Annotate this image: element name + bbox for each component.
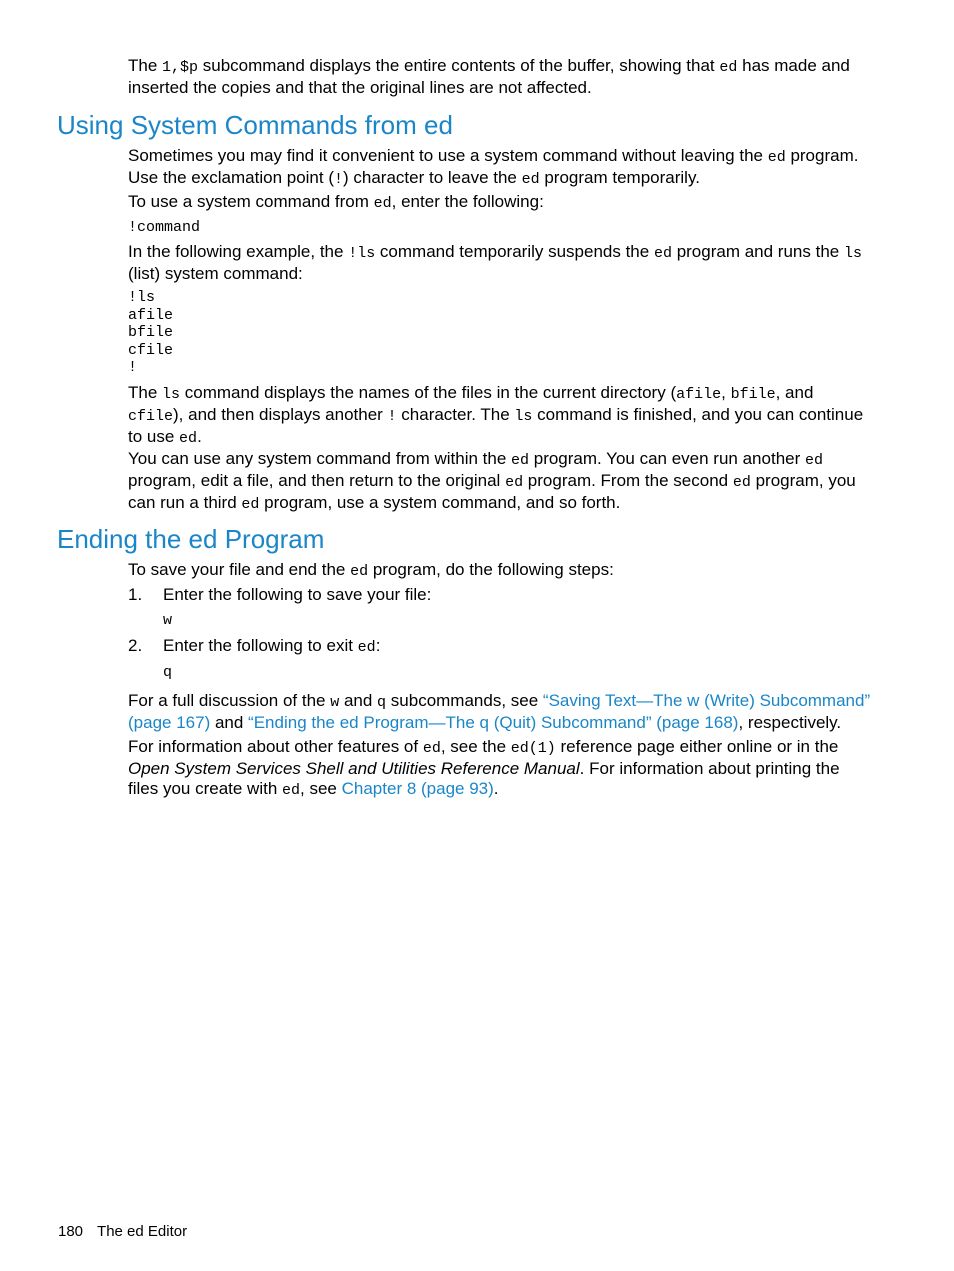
step-text: Enter the following to save your file: bbox=[163, 585, 432, 604]
text-run: , see the bbox=[440, 737, 511, 756]
code-line: cfile bbox=[128, 341, 174, 359]
text-run: program, you can run a third bbox=[128, 471, 856, 512]
link-saving-text[interactable]: “Saving Text—The w (Write) Subcommand” (page 167) bbox=[128, 691, 871, 732]
paragraph bbox=[128, 192, 873, 214]
text-run: For information about other features of bbox=[128, 737, 423, 756]
step-text bbox=[163, 636, 380, 658]
inline-code: w bbox=[330, 694, 340, 711]
page-footer bbox=[58, 1222, 187, 1242]
text-run: , enter the following: bbox=[391, 192, 544, 211]
text-run: program, use a system command, and so forth. bbox=[259, 493, 621, 512]
inline-code: ls bbox=[162, 386, 181, 403]
link-chapter-8[interactable]: Chapter 8 (page 93) bbox=[341, 779, 494, 798]
text-run: program and runs the bbox=[671, 242, 844, 261]
inline-code: bfile bbox=[730, 386, 776, 403]
inline-code: ls bbox=[843, 245, 862, 262]
text-run: ), and then displays another bbox=[173, 405, 388, 424]
text-run: . bbox=[493, 779, 499, 798]
text-run: The bbox=[128, 56, 163, 75]
paragraph bbox=[128, 383, 873, 449]
inline-code: ed bbox=[653, 245, 672, 262]
text-run: and bbox=[210, 713, 249, 732]
code-block-ls-example bbox=[128, 289, 173, 377]
text-run: program, do the following steps: bbox=[368, 560, 614, 579]
step-number: 2. bbox=[128, 636, 143, 655]
inline-code: !ls bbox=[348, 245, 376, 262]
paragraph bbox=[128, 560, 873, 582]
text-run: : bbox=[375, 636, 381, 655]
inline-code: ed bbox=[505, 474, 524, 491]
paragraph bbox=[128, 146, 873, 190]
text-run: command is finished, and you can continue to use bbox=[128, 405, 864, 446]
text-run: reference page either online or in the bbox=[555, 737, 839, 756]
text-run: The bbox=[128, 383, 163, 402]
intro-paragraph bbox=[128, 56, 873, 98]
inline-code: ed bbox=[422, 740, 441, 757]
text-run: (list) system command: bbox=[128, 264, 303, 283]
manual-title: Open System Services Shell and Utilities Reference Manual bbox=[128, 759, 580, 778]
inline-code: ed bbox=[719, 59, 738, 76]
text-run: To use a system command from bbox=[128, 192, 374, 211]
code-line: ! bbox=[128, 359, 138, 377]
text-run: command displays the names of the files in the current directory ( bbox=[180, 383, 677, 402]
text-run: ) character to leave the bbox=[343, 168, 522, 187]
inline-code: q bbox=[377, 694, 387, 711]
text-run: program. Use the exclamation point ( bbox=[128, 146, 859, 187]
text-run: program temporarily. bbox=[539, 168, 700, 187]
inline-code: ! bbox=[334, 171, 344, 188]
section-heading-system-commands: Using System Commands from ed bbox=[57, 110, 453, 140]
inline-code: ls bbox=[514, 408, 533, 425]
text-run: For a full discussion of the bbox=[128, 691, 331, 710]
inline-code: ed bbox=[511, 452, 530, 469]
section-heading-ending-ed: Ending the ed Program bbox=[57, 524, 325, 554]
code-line: !ls bbox=[128, 289, 156, 306]
code-line: afile bbox=[128, 306, 174, 324]
inline-code: ed bbox=[767, 149, 786, 166]
text-run: , see bbox=[300, 779, 342, 798]
text-run: , bbox=[721, 383, 731, 402]
code-line: bfile bbox=[128, 324, 174, 342]
inline-code: ed bbox=[241, 496, 260, 513]
inline-code: afile bbox=[676, 386, 722, 403]
paragraph bbox=[128, 449, 873, 515]
text-run: subcommands, see bbox=[386, 691, 543, 710]
step-number: 1. bbox=[128, 585, 143, 604]
inline-code: ed bbox=[521, 171, 540, 188]
text-run: , respectively. bbox=[738, 713, 842, 732]
step-code: w bbox=[163, 612, 173, 629]
inline-code: ed bbox=[282, 782, 301, 799]
paragraph bbox=[128, 737, 873, 801]
text-run: character. The bbox=[396, 405, 515, 424]
inline-code: ed(1) bbox=[510, 740, 556, 757]
text-run: command temporarily suspends the bbox=[375, 242, 654, 261]
inline-code: ed bbox=[179, 430, 198, 447]
code-block-command: !command bbox=[128, 219, 201, 236]
inline-code: ed bbox=[373, 195, 392, 212]
text-run: program, edit a file, and then return to the original bbox=[128, 471, 506, 490]
link-ending-ed-program[interactable]: “Ending the ed Program—The q (Quit) Subcommand” (page 168) bbox=[248, 713, 739, 732]
inline-code: ! bbox=[387, 408, 397, 425]
text-run: subcommand displays the entire contents of the buffer, showing that bbox=[198, 56, 720, 75]
text-run: Sometimes you may find it convenient to use a system command without leaving the bbox=[128, 146, 768, 165]
text-run: You can use any system command from within the bbox=[128, 449, 511, 468]
paragraph bbox=[128, 691, 873, 733]
inline-code: ed bbox=[732, 474, 751, 491]
inline-code: ed bbox=[350, 563, 369, 580]
text-run: Enter the following to exit bbox=[163, 636, 358, 655]
inline-code: ed bbox=[804, 452, 823, 469]
text-run: In the following example, the bbox=[128, 242, 349, 261]
text-run: . For information about printing the files you create with bbox=[128, 759, 840, 798]
text-run: , and bbox=[775, 383, 814, 402]
inline-code: cfile bbox=[128, 408, 174, 425]
text-run: To save your file and end the bbox=[128, 560, 351, 579]
text-run: program. You can even run another bbox=[529, 449, 805, 468]
inline-code: 1,$p bbox=[162, 59, 199, 76]
step-code: q bbox=[163, 664, 173, 681]
paragraph bbox=[128, 242, 873, 284]
text-run: . bbox=[197, 427, 202, 446]
page-number: 180 bbox=[58, 1223, 84, 1240]
text-run: and bbox=[339, 691, 378, 710]
text-run: program. From the second bbox=[523, 471, 733, 490]
inline-code: ed bbox=[357, 639, 376, 656]
chapter-title: The ed Editor bbox=[97, 1223, 188, 1240]
text-run: has made and inserted the copies and that the original lines are not affected. bbox=[128, 56, 850, 97]
